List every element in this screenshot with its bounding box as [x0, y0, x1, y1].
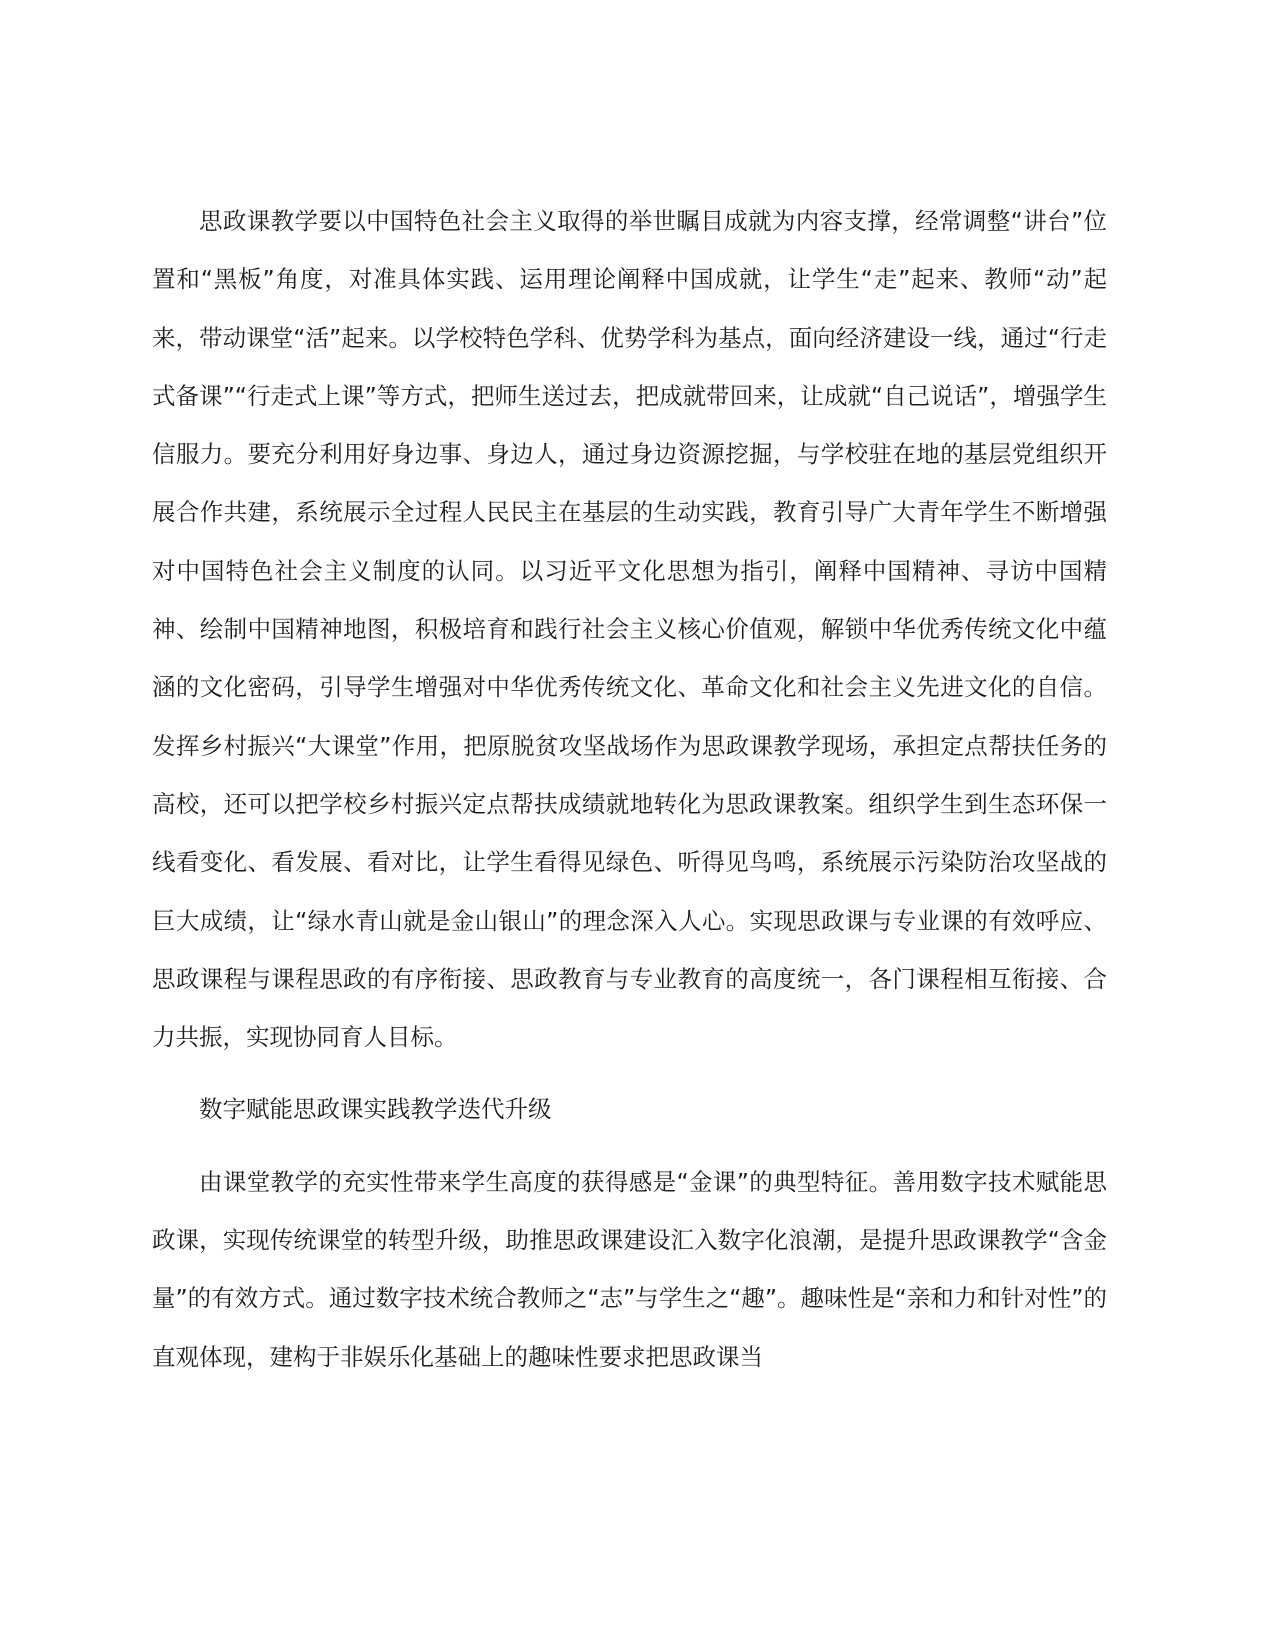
document-body — [152, 192, 1107, 1386]
paragraph-digital-empowerment: 由课堂教学的充实性带来学生高度的获得感是“金课”的典型特征。善用数字技术赋能思政课，实现传统课堂的转型升级，助推思政课建设汇入数字化浪潮，是提升思政课教学“含金量”的有效方式。通过数字技术统合教师之“志”与学生之“趣”。趣味性是“亲和力和针对性”的直观体现，建构于非娱乐化基础上的趣味性要求把思政课当 — [152, 1167, 1107, 1371]
paragraph-practice-teaching: 思政课教学要以中国特色社会主义取得的举世瞩目成就为内容支撑，经常调整“讲台”位置和“黑板”角度，对准具体实践、运用理论阐释中国成就，让学生“走”起来、教师“动”起来，带动课堂“活”起来。以学校特色学科、优势学科为基点，面向经济建设一线，通过“行走式备课”“行走式上课”等方式，把师生送过去，把成就带回来，让成就“自己说话”，增强学生信服力。要充分利用好身边事、身边人，通过身边资源挖掘，与学校驻在地的基层党组织开展合作共建，系统展示全过程人民民主在基层的生动实践，教育引导广大青年学生不断增强对中国特色社会主义制度的认同。以习近平文化思想为指引，阐释中国精神、寻访中国精神、绘制中国精神地图，积极培育和践行社会主义核心价值观，解锁中华优秀传统文化中蕴涵的文化密码，引导学生增强对中华优秀传统文化、革命文化和社会主义先进文化的自信。发挥乡村振兴“大课堂”作用，把原脱贫攻坚战场作为思政课教学现场，承担定点帮扶任务的高校，还可以把学校乡村振兴定点帮扶成绩就地转化为思政课教案。组织学生到生态环保一线看变化、看发展、看对比，让学生看得见绿色、听得见鸟鸣，系统展示污染防治攻坚战的巨大成绩，让“绿水青山就是金山银山”的理念深入人心。实现思政课与专业课的有效呼应、思政课程与课程思政的有序衔接、思政教育与专业教育的高度统一，各门课程相互衔接、合力共振，实现协同育人目标。 — [152, 207, 1107, 1052]
section-heading: 数字赋能思政课实践教学迭代升级 — [199, 1095, 552, 1124]
